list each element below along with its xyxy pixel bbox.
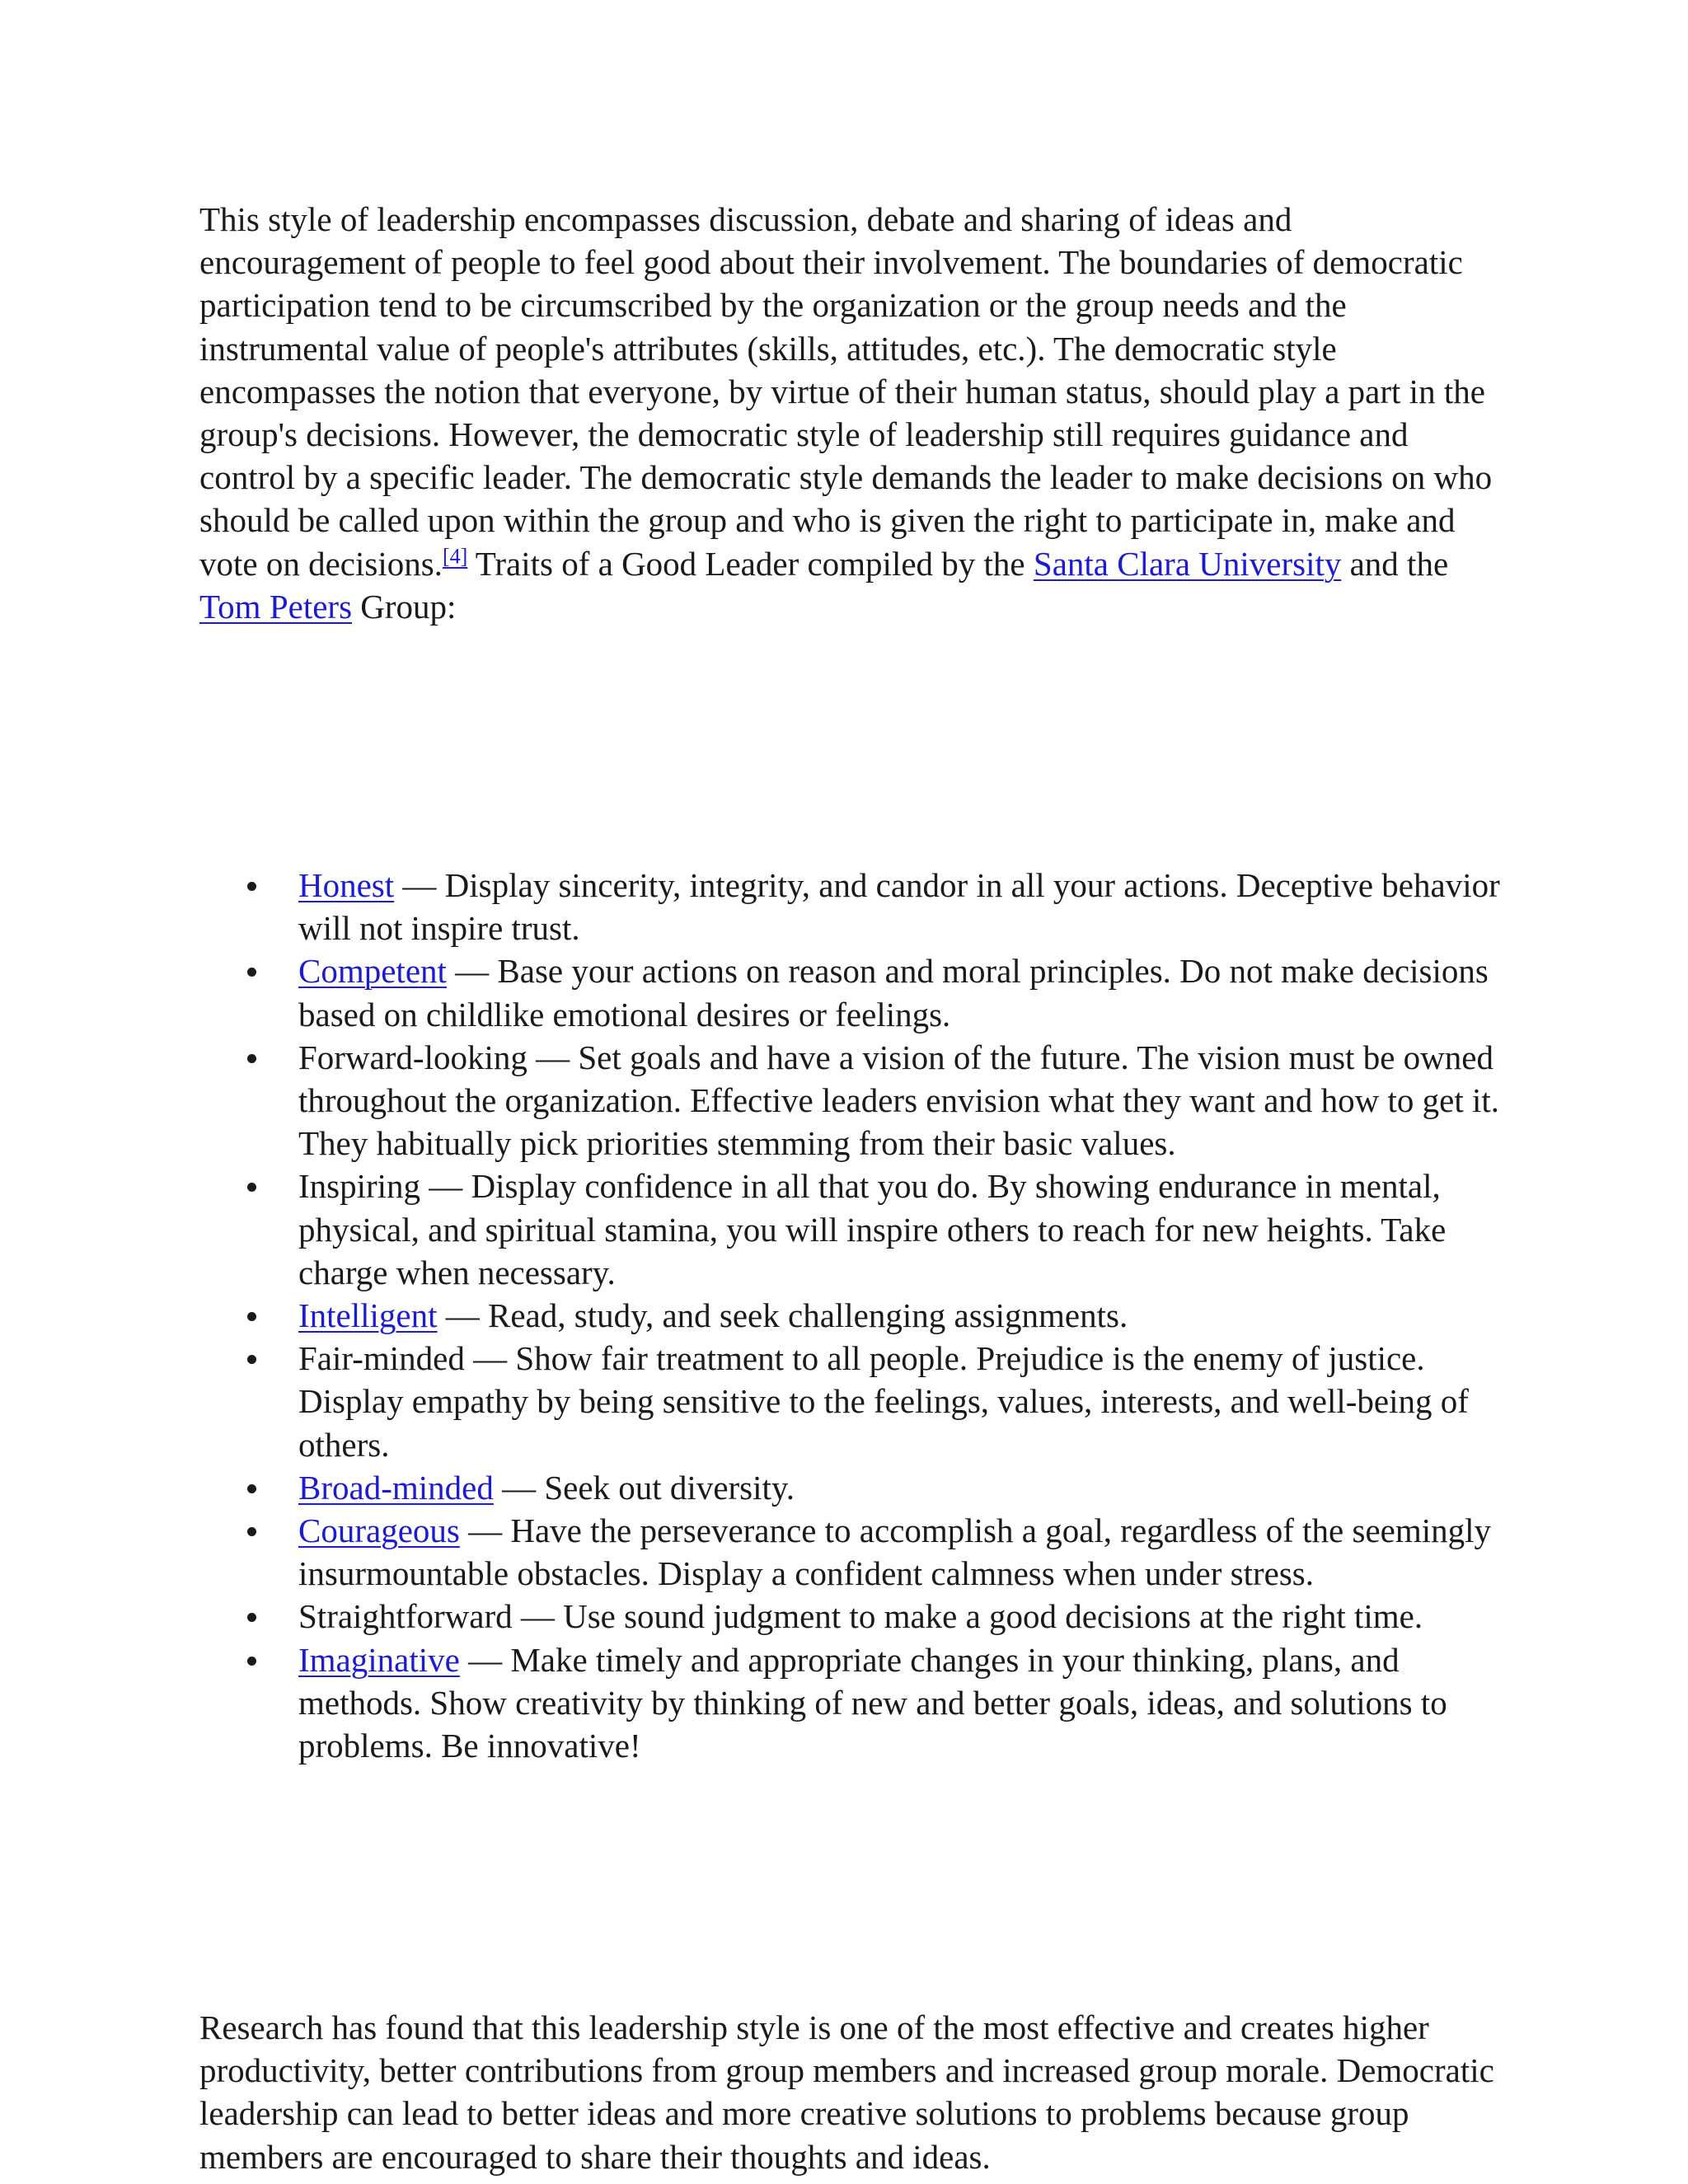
trait-item [199,949,1502,1035]
document-page [199,198,1502,2176]
trait-description: — Seek out diversity. [493,1468,795,1507]
bullet-icon [247,1054,256,1063]
bullet-icon [247,1527,256,1536]
trait-item [199,1337,1502,1466]
trait-description: — Use sound judgment to make a good decisions at the right time. [512,1597,1423,1636]
trait-name: Inspiring [298,1167,421,1206]
trait-item [199,1036,1502,1165]
trait-link[interactable]: Broad-minded [298,1468,494,1507]
trait-description: — Display confidence in all that you do. By showing endurance in mental, physical, and spiritual stamina, you will inspire others to reach for new heights. Take charge when necessary. [298,1167,1447,1291]
bullet-icon [247,968,256,977]
conclusion-paragraph: Research has found that this leadership style is one of the most effective and creates higher productivity, better contributions from group members and increased group morale. Democratic leadership can lead to better ideas and more creative solutions to problems because group members are encouraged to share their thoughts and ideas. [199,2008,1494,2176]
trait-name: Forward-looking [298,1038,528,1076]
bullet-icon [247,1355,256,1364]
trait-item [199,1638,1502,1768]
trait-link[interactable]: Imaginative [298,1640,460,1679]
bullet-icon [247,882,256,891]
bullet-icon [247,1484,256,1493]
trait-description: — Set goals and have a vision of the future. The vision must be owned throughout the organization. Effective leaders envision what they want and how to get it. They habitually pick priorities stemming from their basic values. [298,1038,1500,1163]
bullet-icon [247,1312,256,1321]
trait-item [199,864,1502,949]
trait-description: — Have the perseverance to accomplish a goal, regardless of the seemingly insurmountable obstacles. Display a confident calmness when under stress. [298,1511,1492,1593]
trait-description: — Read, study, and seek challenging assignments. [437,1296,1128,1335]
trait-item [199,1509,1502,1595]
bullet-icon [247,1183,256,1192]
trait-name: Fair-minded [298,1339,465,1378]
intro-text-2: Traits of a Good Leader compiled by the [467,544,1034,583]
santa-clara-link[interactable]: Santa Clara University [1033,544,1342,583]
traits-list [199,864,1502,1767]
trait-link[interactable]: Honest [298,866,395,904]
trait-link[interactable]: Competent [298,952,447,991]
trait-item [199,1466,1502,1509]
bullet-icon [247,1657,256,1666]
intro-text: This style of leadership encompasses discussion, debate and sharing of ideas and encouragement of people to feel good about their involvement. The boundaries of democratic participation tend to be circumscribed by the organization or the group needs and the instrumental value of people's attributes (skills, attitudes, etc.). The democratic style encompasses the notion that everyone, by virtue of their human status, should play a part in the group's decisions. However, the democratic style of leadership still requires guidance and control by a specific leader. The democratic style demands the leader to make decisions on who should be called upon within the group and who is given the right to participate in, make and vote on decisions. [199,200,1493,583]
intro-text-3: and the [1341,544,1449,583]
intro-paragraph [199,198,1502,628]
trait-link[interactable]: Courageous [298,1511,460,1550]
tom-peters-link[interactable]: Tom Peters [199,587,353,626]
trait-item [199,1294,1502,1337]
trait-link[interactable]: Intelligent [298,1296,438,1335]
trait-name: Straightforward [298,1597,513,1636]
trait-item [199,1595,1502,1638]
trait-description: — Make timely and appropriate changes in your thinking, plans, and methods. Show creativity by thinking of new and better goals, ideas, and solutions to problems. Be innovative! [298,1640,1447,1765]
trait-description: — Base your actions on reason and moral principles. Do not make decisions based on childlike emotional desires or feelings. [298,952,1489,1033]
bullet-icon [247,1613,256,1622]
trait-description: — Show fair treatment to all people. Prejudice is the enemy of justice. Display empathy by being sensitive to the feelings, values, interests, and well-being of others. [298,1339,1469,1464]
trait-item [199,1165,1502,1294]
intro-text-4: Group: [352,587,457,626]
trait-description: — Display sincerity, integrity, and candor in all your actions. Deceptive behavior will not inspire trust. [298,866,1500,948]
citation-link[interactable]: [4] [442,543,468,568]
